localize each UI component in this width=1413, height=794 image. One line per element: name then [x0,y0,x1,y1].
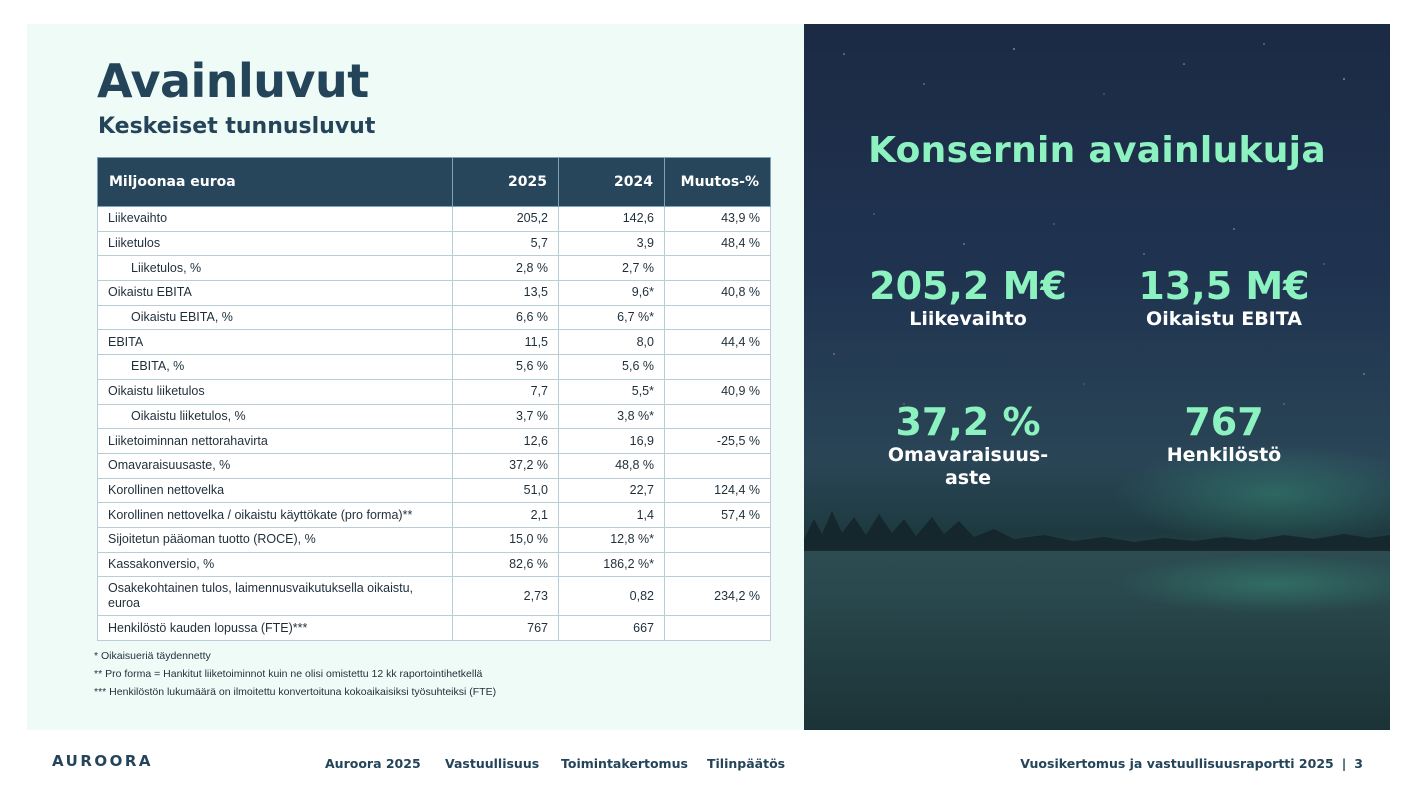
nav-link-tilinpaatos[interactable]: Tilinpäätös [707,756,786,771]
table-row [98,256,771,281]
kpi-value: 13,5 M€ [1138,264,1310,308]
cell-2024: 186,2 %* [559,552,665,577]
cell-2024: 48,8 % [559,453,665,478]
row-label: Oikaistu EBITA, % [98,305,453,330]
row-label: Osakekohtainen tulos, laimennusvaikutuksella oikaistu, euroa [98,577,453,616]
cell-2025: 51,0 [453,478,559,503]
cell-2025: 2,8 % [453,256,559,281]
cell-change [665,616,771,641]
cell-2024: 3,9 [559,231,665,256]
cell-2025: 6,6 % [453,305,559,330]
key-figures-panel [27,24,804,730]
cell-2025: 82,6 % [453,552,559,577]
footnote: ** Pro forma = Hankitut liiketoiminnot kuin ne olisi omistettu 12 kk raportointihetkellä [94,668,483,680]
row-label: Henkilöstö kauden lopussa (FTE)*** [98,616,453,641]
table-row [98,281,771,306]
cell-2025: 15,0 % [453,527,559,552]
table-row [98,355,771,380]
row-label: Oikaistu liiketulos, % [98,404,453,429]
cell-change [665,404,771,429]
row-label: EBITA, % [98,355,453,380]
cell-change: 40,9 % [665,379,771,404]
row-label: Liiketulos, % [98,256,453,281]
treeline-silhouette [804,489,1390,569]
cell-change: 40,8 % [665,281,771,306]
cell-2025: 13,5 [453,281,559,306]
table-row [98,207,771,232]
report-title: Vuosikertomus ja vastuullisuusraportti 2025 [1020,756,1334,771]
cell-change: -25,5 % [665,429,771,454]
cell-change: 234,2 % [665,577,771,616]
nav-link-vastuullisuus[interactable]: Vastuullisuus [445,756,540,771]
table-row [98,478,771,503]
cell-change [665,453,771,478]
row-label: Liiketoiminnan nettorahavirta [98,429,453,454]
cell-change: 48,4 % [665,231,771,256]
nav-link-auroora-2025[interactable]: Auroora 2025 [325,756,421,771]
kpi-value: 37,2 % [895,400,1041,444]
cell-2025: 5,6 % [453,355,559,380]
highlights-panel [804,24,1390,730]
page-title: Avainluvut [97,54,369,108]
cell-2024: 3,8 %* [559,404,665,429]
cell-change [665,256,771,281]
footnote: *** Henkilöstön lukumäärä on ilmoitettu konvertoituna kokoaikaisiksi työsuhteiksi (FTE) [94,686,497,698]
highlights-title: Konsernin avainlukuja [868,130,1326,171]
table-row [98,453,771,478]
key-figures-table [97,157,771,641]
kpi-revenue [848,264,1088,331]
cell-2025: 5,7 [453,231,559,256]
row-label: Oikaistu liiketulos [98,379,453,404]
cell-change: 44,4 % [665,330,771,355]
cell-change: 43,9 % [665,207,771,232]
cell-2024: 12,8 %* [559,527,665,552]
table-row [98,552,771,577]
row-label: Korollinen nettovelka [98,478,453,503]
cell-change [665,527,771,552]
footnote: * Oikaisueriä täydennetty [94,650,211,662]
kpi-value: 205,2 M€ [869,264,1067,308]
cell-2024: 8,0 [559,330,665,355]
nav-link-toimintakertomus[interactable]: Toimintakertomus [561,756,688,771]
column-header-change: Muutos-% [665,158,771,207]
cell-2024: 1,4 [559,503,665,528]
cell-2025: 2,1 [453,503,559,528]
cell-2025: 767 [453,616,559,641]
table-row [98,231,771,256]
row-label: Sijoitetun pääoman tuotto (ROCE), % [98,527,453,552]
cell-2025: 37,2 % [453,453,559,478]
footer-report-info [1020,756,1363,771]
cell-2024: 6,7 %* [559,305,665,330]
kpi-value: 767 [1184,400,1264,444]
row-label: EBITA [98,330,453,355]
cell-2024: 5,6 % [559,355,665,380]
cell-2024: 2,7 % [559,256,665,281]
column-header-2025: 2025 [453,158,559,207]
kpi-label: Omavaraisuus-aste [887,444,1049,489]
kpi-label: Liikevaihto [909,308,1027,330]
table-row [98,503,771,528]
cell-2025: 7,7 [453,379,559,404]
column-header-label: Miljoonaa euroa [98,158,453,207]
table-row [98,429,771,454]
cell-change [665,552,771,577]
cell-2024: 142,6 [559,207,665,232]
row-label: Korollinen nettovelka / oikaistu käyttökate (pro forma)** [98,503,453,528]
row-label: Oikaistu EBITA [98,281,453,306]
cell-2024: 9,6* [559,281,665,306]
footnotes [94,650,496,704]
page-subtitle: Keskeiset tunnusluvut [98,114,376,139]
table-row [98,330,771,355]
row-label: Kassakonversio, % [98,552,453,577]
company-logo[interactable]: AUROORA [52,752,154,770]
cell-change: 124,4 % [665,478,771,503]
column-header-2024: 2024 [559,158,665,207]
table-header-row [98,158,771,207]
cell-2025: 2,73 [453,577,559,616]
cell-2024: 22,7 [559,478,665,503]
table-row [98,404,771,429]
kpi-equity-ratio [868,400,1068,490]
kpi-label: Oikaistu EBITA [1146,308,1302,330]
cell-2025: 3,7 % [453,404,559,429]
table-row [98,577,771,616]
row-label: Liikevaihto [98,207,453,232]
table-row [98,305,771,330]
table-row [98,379,771,404]
cell-2024: 667 [559,616,665,641]
kpi-personnel [1124,400,1324,467]
cell-2025: 12,6 [453,429,559,454]
row-label: Omavaraisuusaste, % [98,453,453,478]
table-row [98,527,771,552]
kpi-adjusted-ebita [1104,264,1344,331]
cell-change [665,355,771,380]
cell-2024: 16,9 [559,429,665,454]
kpi-label: Henkilöstö [1166,444,1282,466]
cell-change [665,305,771,330]
row-label: Liiketulos [98,231,453,256]
table-row [98,616,771,641]
cell-change: 57,4 % [665,503,771,528]
page-number: 3 [1354,756,1363,771]
cell-2025: 205,2 [453,207,559,232]
footer-separator: | [1341,756,1347,771]
cell-2024: 0,82 [559,577,665,616]
cell-2025: 11,5 [453,330,559,355]
cell-2024: 5,5* [559,379,665,404]
